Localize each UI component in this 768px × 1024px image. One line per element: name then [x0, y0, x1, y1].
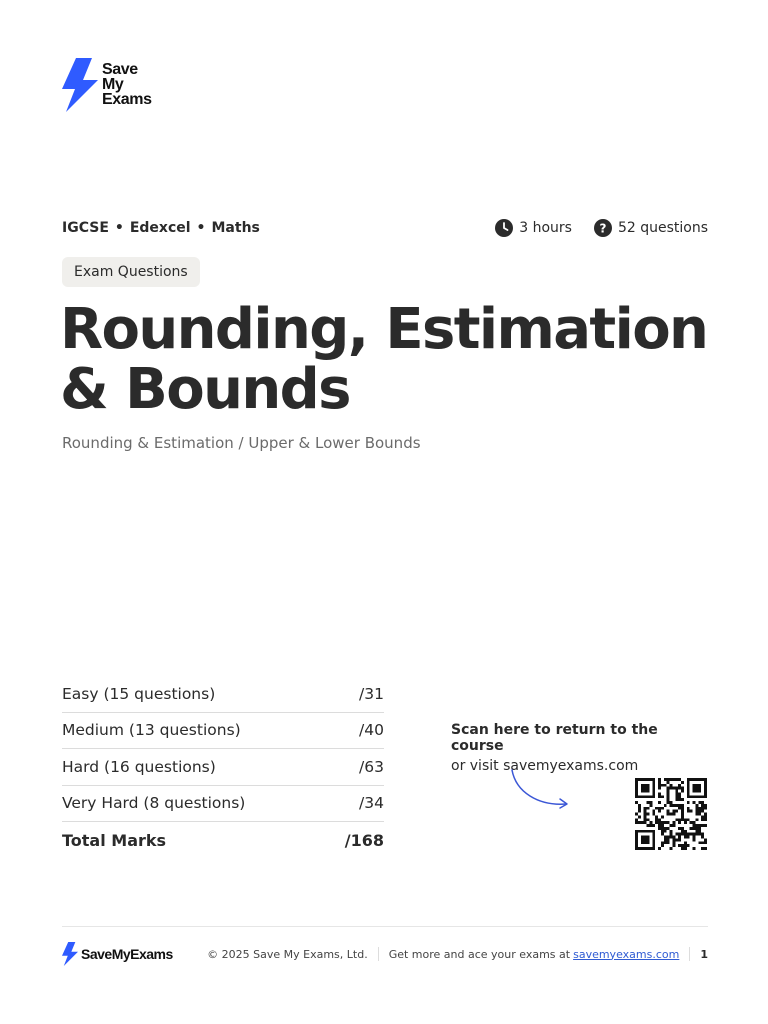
page-title: [60, 297, 720, 422]
qr-code-icon[interactable]: [634, 778, 708, 850]
breadcrumb-separator: •: [114, 220, 124, 236]
marks-row-hard: [62, 749, 384, 786]
footer: [62, 940, 708, 968]
breadcrumb: [62, 220, 260, 236]
questions-stat: [594, 219, 708, 237]
copyright-text: © 2025 Save My Exams, Ltd.: [207, 947, 368, 961]
questions-count-text: 52 questions: [617, 220, 708, 236]
page-title-line1: Rounding, Estimation: [60, 297, 708, 362]
logo-text: Save My Exams: [102, 61, 152, 108]
footer-cta: Get more and ace your exams at: [388, 947, 571, 961]
scan-section: [451, 722, 711, 774]
page-number: 1: [700, 947, 708, 961]
marks-row-value: /34: [359, 794, 384, 813]
marks-row-total: [62, 822, 384, 859]
total-marks-label: Total Marks: [62, 830, 167, 850]
exam-questions-tag: Exam Questions: [62, 257, 200, 287]
breadcrumb-separator: •: [196, 220, 206, 236]
marks-row-medium: [62, 713, 384, 750]
lightning-bolt-icon: [62, 58, 98, 112]
marks-row-value: /40: [359, 721, 384, 740]
clock-icon: [495, 219, 513, 237]
footer-separator: [689, 947, 690, 961]
footer-info: [207, 947, 708, 961]
meta-row: [62, 217, 708, 239]
breadcrumb-board: Edexcel: [129, 220, 191, 236]
savemyexams-link[interactable]: savemyexams.com: [573, 947, 680, 961]
curved-arrow-icon: [508, 766, 572, 812]
marks-row-easy: [62, 676, 384, 713]
scan-subtitle: or visit savemyexams.com: [451, 758, 639, 774]
svg-text:?: ?: [599, 221, 607, 236]
marks-row-very-hard: [62, 786, 384, 823]
marks-row-value: /63: [359, 757, 384, 776]
marks-table: [62, 676, 384, 859]
duration-stat: [495, 219, 572, 237]
scan-title: Scan here to return to the course: [451, 722, 658, 754]
exam-stats: [473, 219, 708, 237]
breadcrumb-level: IGCSE: [62, 220, 109, 236]
footer-logo-text: SaveMyExams: [81, 946, 173, 962]
footer-separator: [378, 947, 379, 961]
total-marks-value: /168: [344, 830, 384, 850]
marks-row-label: Hard (16 questions): [62, 757, 216, 776]
footer-divider: [62, 926, 708, 927]
footer-logo: [62, 941, 173, 967]
lightning-bolt-icon: [62, 941, 78, 967]
save-my-exams-logo: [62, 58, 162, 114]
marks-row-label: Very Hard (8 questions): [62, 794, 246, 813]
marks-row-value: /31: [359, 684, 384, 703]
marks-row-label: Medium (13 questions): [62, 721, 241, 740]
page-title-line2: & Bounds: [60, 357, 350, 422]
breadcrumb-subject: Maths: [211, 220, 260, 236]
marks-row-label: Easy (15 questions): [62, 684, 216, 703]
duration-text: 3 hours: [519, 220, 572, 236]
question-circle-icon: [594, 219, 612, 237]
page-subtitle: Rounding & Estimation / Upper & Lower Bounds: [62, 434, 421, 452]
